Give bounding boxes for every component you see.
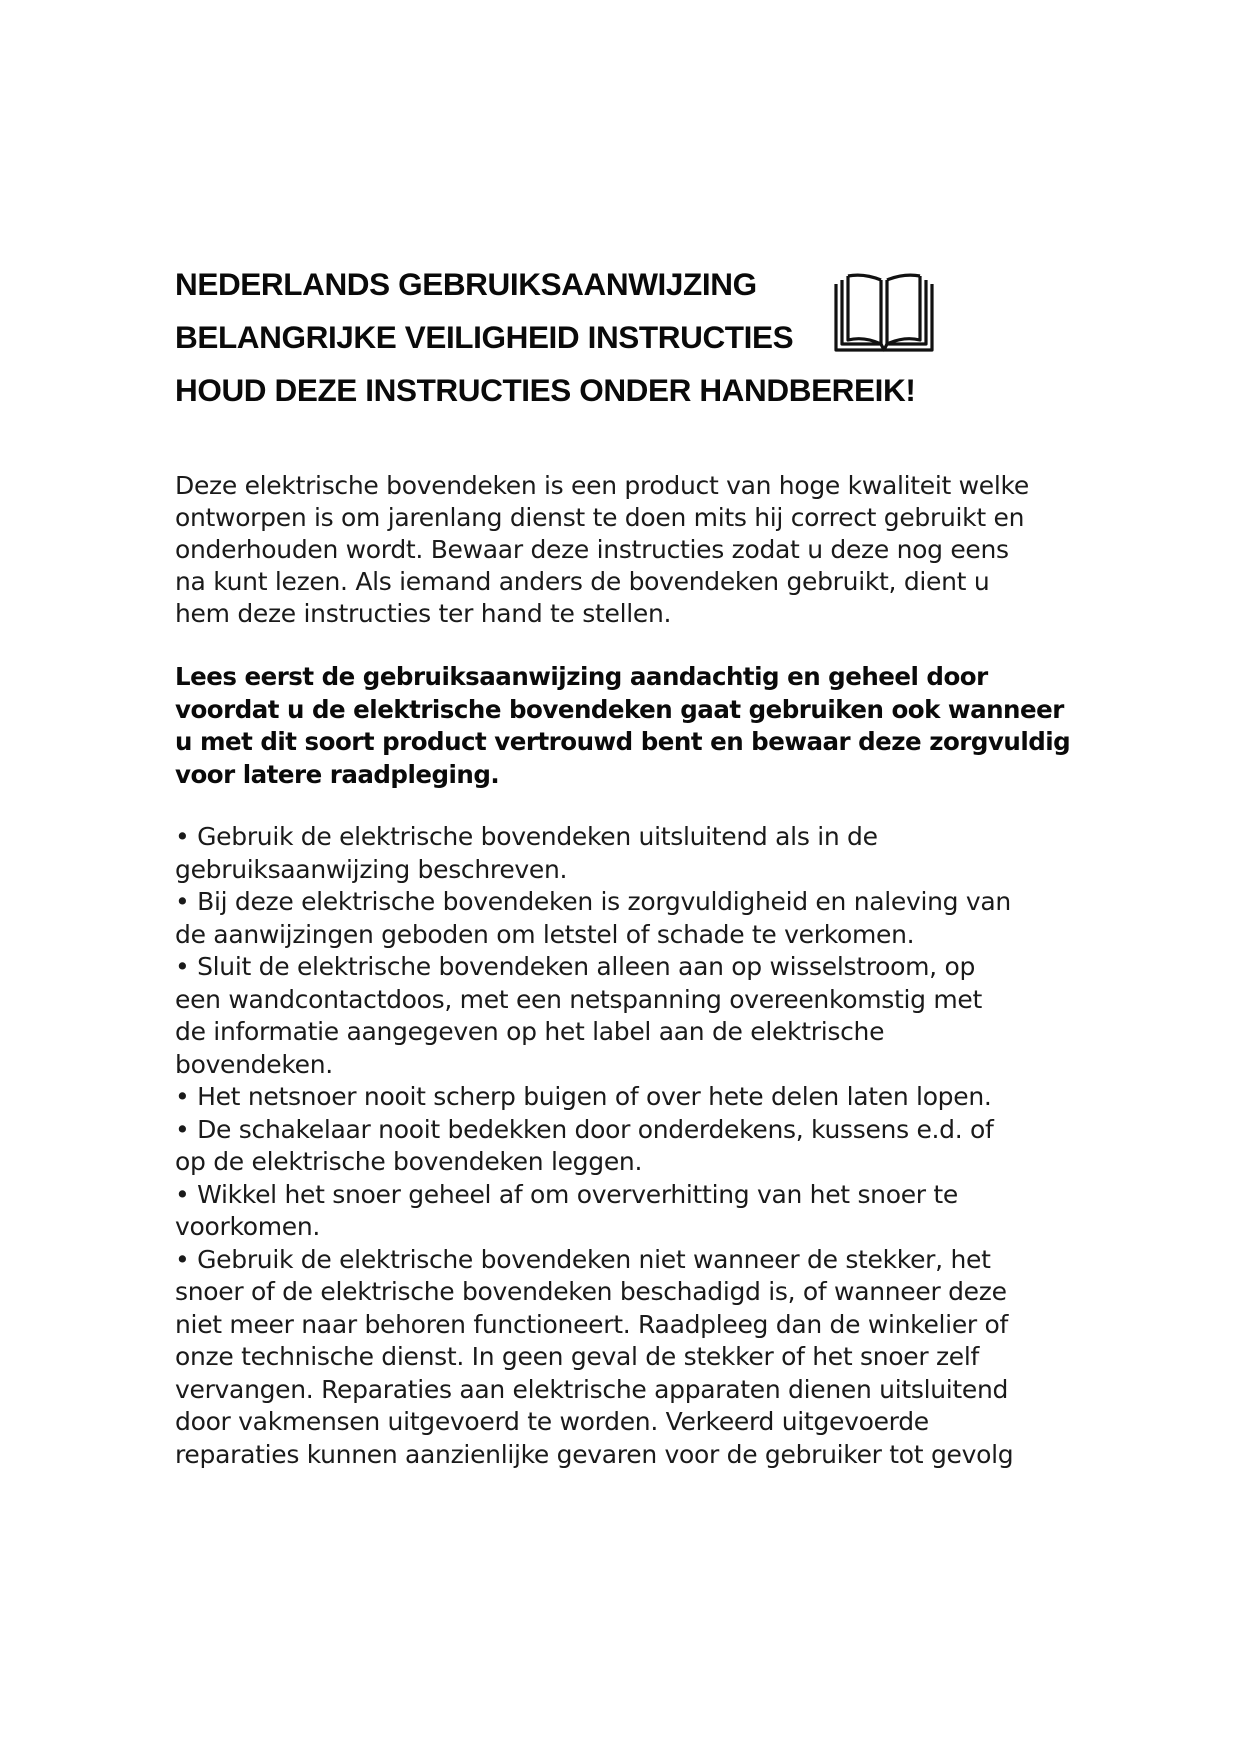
list-item: • Het netsnoer nooit scherp buigen of over hete delen laten lopen. — [175, 1082, 992, 1111]
list-item: • Sluit de elektrische bovendeken alleen aan op wisselstroom, op — [175, 952, 976, 981]
open-book-icon — [832, 270, 936, 354]
list-item: gebruiksaanwijzing beschreven. — [175, 854, 568, 884]
list-item: • De schakelaar nooit bedekken door onderdekens, kussens e.d. of — [175, 1114, 994, 1144]
notice-line: u met dit soort product vertrouwd bent en bewaar deze zorgvuldig — [175, 727, 1071, 756]
list-item: door vakmensen uitgevoerd te worden. Verkeerd uitgevoerde — [175, 1407, 929, 1436]
list-item: reparaties kunnen aanzienlijke gevaren voor de gebruiker tot gevolg — [175, 1439, 1014, 1469]
list-item: onze technische dienst. In geen geval de stekker of het snoer zelf — [175, 1342, 980, 1371]
list-item: de aanwijzingen geboden om letstel of schade te verkomen. — [175, 919, 915, 949]
safety-instructions-list — [175, 821, 1095, 1471]
intro-line: Deze elektrische bovendeken is een product van hoge kwaliteit welke — [175, 471, 1029, 500]
heading-subtitle: BELANGRIJKE VEILIGHEID INSTRUCTIES — [175, 319, 794, 355]
document-heading — [175, 258, 1095, 417]
list-item: • Gebruik de elektrische bovendeken uitsluitend als in de — [175, 822, 878, 851]
list-item: • Gebruik de elektrische bovendeken niet wanneer de stekker, het — [175, 1244, 991, 1274]
list-item: voorkomen. — [175, 1212, 321, 1241]
heading-warning: HOUD DEZE INSTRUCTIES ONDER HANDBEREIK! — [175, 372, 916, 408]
notice-line: voordat u de elektrische bovendeken gaat gebruiken ook wanneer — [175, 694, 1064, 724]
list-item: niet meer naar behoren functioneert. Raadpleeg dan de winkelier of — [175, 1309, 1009, 1339]
list-item: • Wikkel het snoer geheel af om oververhitting van het snoer te — [175, 1179, 959, 1209]
heading-title: NEDERLANDS GEBRUIKSAANWIJZING — [175, 266, 757, 302]
list-item: snoer of de elektrische bovendeken beschadigd is, of wanneer deze — [175, 1277, 1007, 1306]
list-item: bovendeken. — [175, 1049, 333, 1079]
intro-line: ontworpen is om jarenlang dienst te doen mits hij correct gebruikt en — [175, 503, 1025, 532]
notice-line: Lees eerst de gebruiksaanwijzing aandachtig en geheel door — [175, 662, 988, 691]
intro-line: na kunt lezen. Als iemand anders de bovendeken gebruikt, dient u — [175, 567, 990, 596]
list-item: vervangen. Reparaties aan elektrische apparaten dienen uitsluitend — [175, 1374, 1009, 1404]
read-first-notice — [175, 661, 1095, 791]
intro-line: onderhouden wordt. Bewaar deze instructies zodat u deze nog eens — [175, 535, 1009, 564]
notice-line: voor latere raadpleging. — [175, 759, 500, 789]
document-page — [175, 258, 1095, 1471]
list-item: de informatie aangegeven op het label aan de elektrische — [175, 1017, 885, 1046]
list-item: • Bij deze elektrische bovendeken is zorgvuldigheid en naleving van — [175, 887, 1011, 916]
list-item: op de elektrische bovendeken leggen. — [175, 1147, 643, 1176]
intro-paragraph — [175, 470, 1095, 630]
intro-line: hem deze instructies ter hand te stellen. — [175, 599, 672, 628]
list-item: een wandcontactdoos, met een netspanning overeenkomstig met — [175, 984, 983, 1014]
